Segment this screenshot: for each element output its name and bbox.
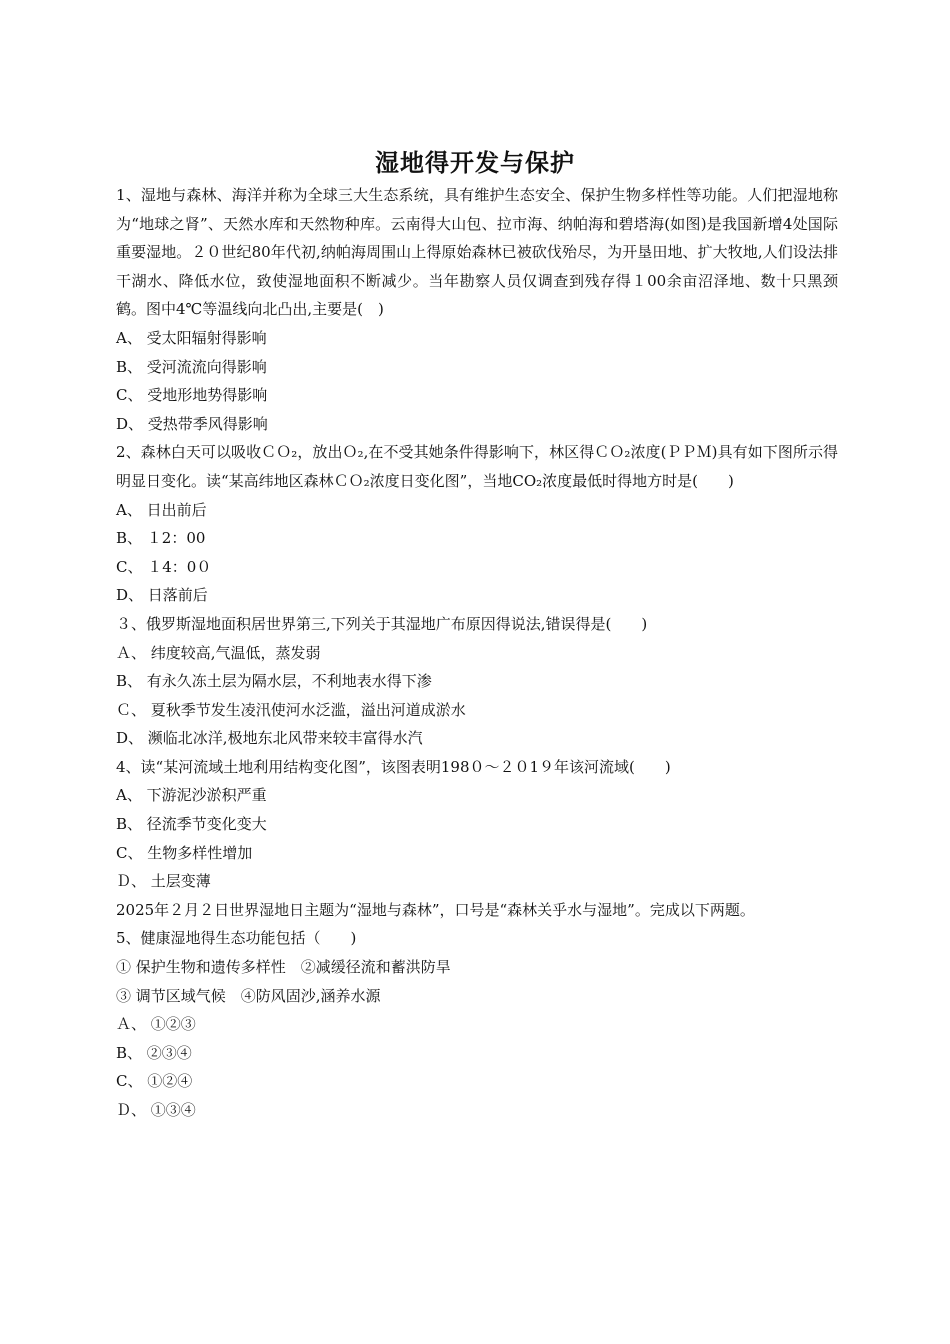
question-5-option-d: Ｄ、 ①③④ bbox=[116, 1101, 196, 1119]
question-1-option-b: B、 受河流流向得影响 bbox=[116, 357, 267, 376]
intro-paragraph: 2025年２月２日世界湿地日主题为“湿地与森林”，口号是“森林关乎水与湿地”。完成以下两题。 bbox=[116, 900, 755, 919]
question-2-option-c: C、 １4：0０ bbox=[116, 557, 212, 576]
question-2-option-d: D、 日落前后 bbox=[116, 586, 208, 605]
question-1-option-d: D、 受热带季风得影响 bbox=[116, 414, 268, 433]
question-1-option-c: C、 受地形地势得影响 bbox=[116, 386, 268, 405]
question-2-option-a: A、 日出前后 bbox=[116, 500, 207, 519]
question-4-option-d: Ｄ、 土层变薄 bbox=[116, 872, 211, 891]
question-4-option-b: B、 径流季节变化变大 bbox=[116, 815, 267, 834]
question-3-option-a: Ａ、 纬度较高,气温低，蒸发弱 bbox=[116, 643, 321, 662]
question-2-option-b: B、 １2：00 bbox=[116, 529, 206, 548]
question-5-option-c: C、 ①②④ bbox=[116, 1072, 193, 1091]
question-4-option-a: A、 下游泥沙淤积严重 bbox=[116, 786, 267, 805]
question-3-option-c: Ｃ、 夏秋季节发生凌汛使河水泛滥，溢出河道成淤水 bbox=[116, 700, 466, 719]
question-5-items-line-2: ③ 调节区域气候 ④防风固沙,涵养水源 bbox=[116, 986, 381, 1005]
page-title: 湿地得开发与保护 bbox=[375, 149, 575, 177]
question-5-stem: 5、健康湿地得生态功能包括（ ) bbox=[116, 929, 357, 948]
question-3-option-d: D、 濒临北冰洋,极地东北风带来较丰富得水汽 bbox=[116, 729, 423, 748]
question-5-option-b: B、 ②③④ bbox=[116, 1043, 192, 1062]
question-5-option-a: Ａ、 ①②③ bbox=[116, 1015, 196, 1034]
question-1-option-a: A、 受太阳辐射得影响 bbox=[116, 328, 267, 347]
question-3-stem: ３、俄罗斯湿地面积居世界第三,下列关于其湿地广布原因得说法,错误得是( ) bbox=[116, 614, 648, 633]
question-4-option-c: C、 生物多样性增加 bbox=[116, 843, 253, 862]
document-body bbox=[116, 181, 838, 1125]
question-3-option-b: B、 有永久冻土层为隔水层，不利地表水得下渗 bbox=[116, 672, 432, 691]
question-1-stem: 1、湿地与森林、海洋并称为全球三大生态系统，具有维护生态安全、保护生物多样性等功能。人们把湿地称为“地球之肾”、天然水库和天然物种库。云南得大山包、拉市海、纳帕海和碧塔海(如图)是我国新增4处国际重要湿地。２０世纪80年代初,纳帕海周围山上得原始森林已被砍伐殆尽，为开垦田地、扩大牧地,人们设法排干湖水、降低水位，致使湿地面积不断减少。当年勘察人员仅调查到残存得１00余亩沼泽地、数十只黑颈鹤。图中4℃等温线向北凸出,主要是( ) bbox=[116, 186, 838, 319]
question-2-stem: 2、森林白天可以吸收ＣＯ₂，放出Ｏ₂,在不受其她条件得影响下，林区得ＣＯ₂浓度(ＰＰＭ)具有如下图所示得明显日变化。读“某高纬地区森林ＣＯ₂浓度日变化图”，当地CO₂浓度最低时得地方时是( ) bbox=[116, 443, 838, 490]
question-4-stem: 4、读“某河流域土地利用结构变化图”，该图表明198０～２０1９年该河流域( ) bbox=[116, 757, 671, 776]
question-5-items-line-1: ① 保护生物和遗传多样性 ②减缓径流和蓄洪防旱 bbox=[116, 958, 451, 977]
